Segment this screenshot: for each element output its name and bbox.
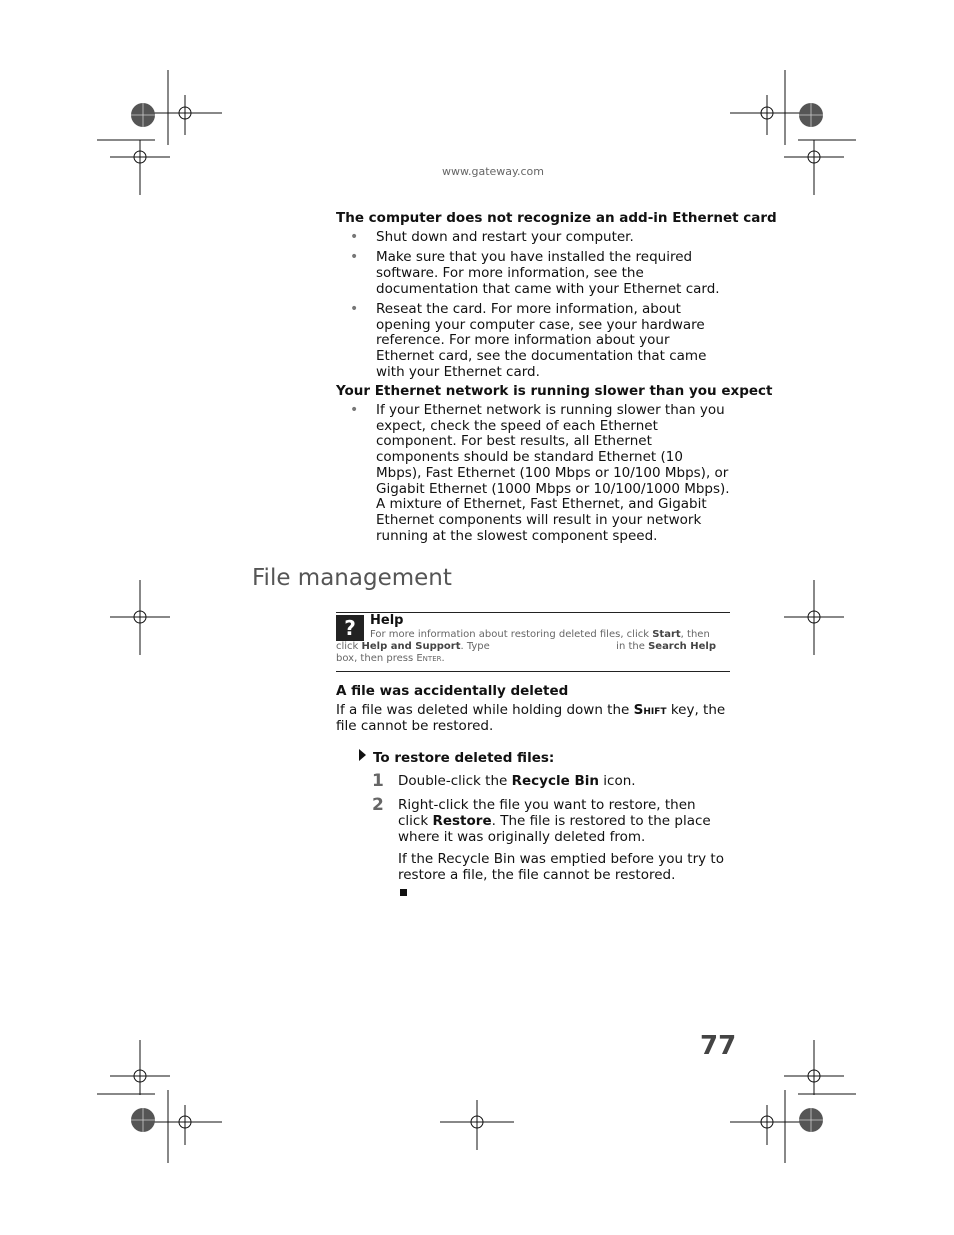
list-item-text: If your Ethernet network is running slower than you expect, check the speed of each Ethernet component. For best results, all Ethernet components should be standard Ethernet (10 Mbps), Fast Ethernet (100 Mbps or 10/100 Mbps), or Gigabit Ethernet (1000 Mbps or 10/100/1000 Mbps). A mixture of Ethernet, Fast Ethernet, and Gigabit Ethernet components will result in your network running at the slowest component speed. xyxy=(376,402,730,544)
header-url: www.gateway.com xyxy=(442,165,544,178)
recycle-bin-label: Recycle Bin xyxy=(511,773,599,789)
help-question-icon: ? xyxy=(336,615,364,641)
restore-label: Restore xyxy=(432,812,492,829)
bullet-icon: • xyxy=(350,229,359,245)
help-and-support-label: Help and Support xyxy=(361,641,461,652)
step-number: 2 xyxy=(372,795,384,815)
section-heading-ethernet-card: The computer does not recognize an add-in Ethernet card xyxy=(336,210,777,226)
section-heading-network-slow: Your Ethernet network is running slower than you expect xyxy=(336,383,773,399)
bullet-icon: • xyxy=(350,300,359,317)
paragraph-file-deleted: If a file was deleted while holding down the Shift key, the file cannot be restored. xyxy=(336,702,726,734)
help-start-label: Start xyxy=(652,629,681,640)
help-box xyxy=(336,612,730,672)
list-item xyxy=(350,250,730,297)
task-title: To restore deleted files: xyxy=(373,750,555,766)
section-title-file-management: File management xyxy=(252,565,452,591)
step-text: Double-click the Recycle Bin icon. xyxy=(398,773,636,789)
list-item-text: Shut down and restart your computer. xyxy=(376,229,634,245)
list-item xyxy=(350,230,730,246)
note-recycle-bin-emptied: If the Recycle Bin was emptied before you try to restore a file, the file cannot be restored. xyxy=(398,851,724,883)
list-item xyxy=(350,302,730,381)
help-text: For more information about restoring deleted files, click Start, then click Help and Support. Type in the Search Help box, then press Enter. xyxy=(336,629,717,664)
help-title: Help xyxy=(370,613,404,628)
help-enter-key: Enter xyxy=(416,653,442,664)
step-text: Right-click the file you want to restore, then click Restore. The file is restored to the place where it was originally deleted from. xyxy=(398,797,711,845)
bullet-icon: • xyxy=(350,249,359,266)
help-search-help-label: Search Help xyxy=(648,641,717,652)
end-of-procedure-icon xyxy=(400,889,407,896)
page-number: 77 xyxy=(700,1031,737,1061)
subheading-file-deleted: A file was accidentally deleted xyxy=(336,683,569,699)
shift-key-label: Shift xyxy=(633,702,667,718)
bullet-list-ethernet-card xyxy=(350,230,730,385)
list-item-text: Make sure that you have installed the required software. For more information, see the documentation that came with your Ethernet card. xyxy=(376,249,720,297)
list-item xyxy=(350,403,730,544)
list-item-text: Reseat the card. For more information, about opening your computer case, see your hardware reference. For more information about your Ethernet card, see the documentation that came with your Ethernet card. xyxy=(376,300,707,380)
task-arrow-icon xyxy=(359,749,366,761)
step-number: 1 xyxy=(372,771,384,791)
bullet-list-network-slow xyxy=(350,403,730,549)
bullet-icon: • xyxy=(350,402,359,418)
